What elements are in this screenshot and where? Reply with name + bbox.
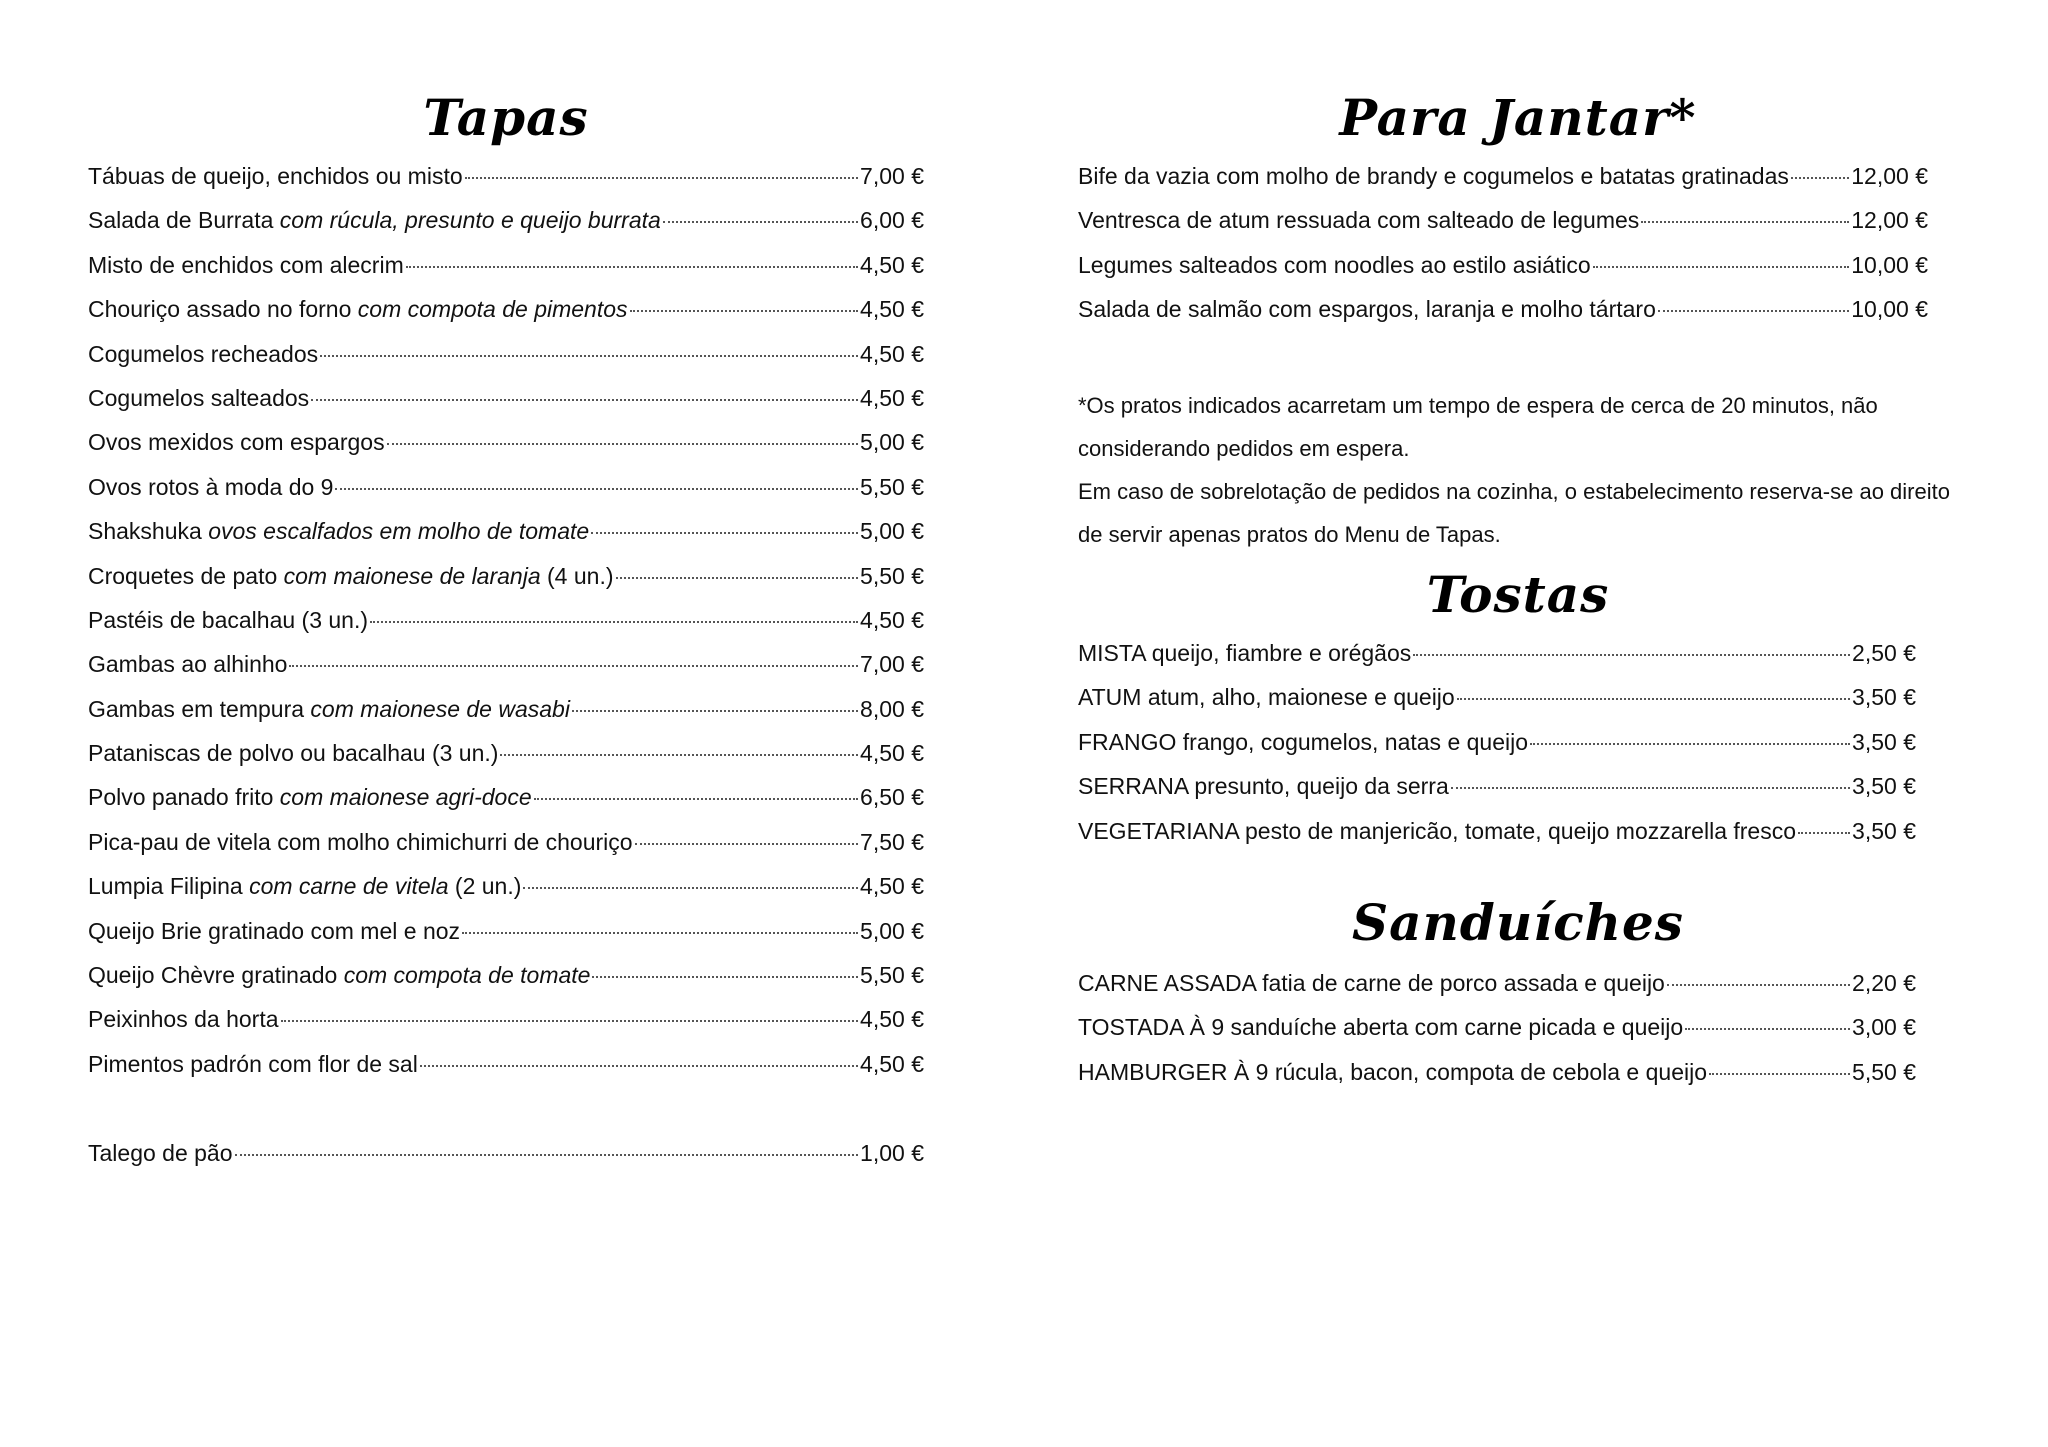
- item-price: 7,00 €: [860, 163, 924, 189]
- item-price: 4,50 €: [860, 296, 924, 323]
- item-description: com maionese de laranja: [283, 562, 541, 589]
- item-description: com carne de vitela: [249, 873, 449, 900]
- item-name: [88, 341, 318, 368]
- dot-leader: [1593, 266, 1850, 268]
- item-name: [88, 207, 661, 234]
- item-name: [88, 385, 309, 412]
- tapas-item: [88, 651, 924, 695]
- bread-list: [88, 1140, 924, 1184]
- dot-leader: [635, 843, 858, 845]
- item-price: 4,50 €: [860, 1006, 924, 1033]
- tapas-item: [88, 385, 924, 429]
- item-portion: (2 un.): [448, 873, 522, 900]
- item-title: Pataniscas de polvo ou bacalhau (3 un.): [88, 740, 499, 767]
- jantar-note-kitchen: Em caso de sobrelotação de pedidos na cozinha, o estabelecimento reserva-se ao direito de servir apenas pratos do Menu de Tapas.: [1078, 479, 1950, 547]
- tostas-item: [1078, 684, 1916, 728]
- item-name: SERRANA presunto, queijo da serra: [1078, 773, 1449, 800]
- dot-leader: [1451, 787, 1850, 789]
- tapas-item: [88, 740, 924, 784]
- item-price: 5,00 €: [860, 429, 924, 456]
- jantar-item: [1078, 163, 1928, 207]
- item-price: 6,50 €: [860, 784, 924, 811]
- dot-leader: [1798, 832, 1850, 834]
- item-title: Queijo Brie gratinado com mel e noz: [88, 917, 461, 944]
- item-title: Gambas em tempura: [88, 695, 311, 722]
- dot-leader: [1530, 743, 1850, 745]
- item-price: 3,50 €: [1852, 684, 1916, 711]
- tapas-item: [88, 918, 924, 962]
- tapas-item: [88, 518, 924, 562]
- tostas-item: [1078, 818, 1916, 862]
- item-name: [88, 474, 333, 501]
- item-title: Ovos rotos à moda do 9: [88, 473, 334, 500]
- item-price: 3,50 €: [1852, 728, 1916, 755]
- item-price: 4,50 €: [860, 1050, 924, 1077]
- item-price: 7,00 €: [860, 651, 924, 678]
- item-name: Bife da vazia com molho de brandy e cogumelos e batatas gratinadas: [1078, 163, 1789, 189]
- item-name: [88, 962, 590, 989]
- item-description: ovos escalfados em molho de tomate: [208, 518, 590, 545]
- bread-item: [88, 1140, 924, 1184]
- item-title: Pica-pau de vitela com molho chimichurri de chouriço: [88, 828, 633, 855]
- jantar-note-wait: *Os pratos indicados acarretam um tempo de espera de cerca de 20 minutos, não considerando pedidos em espera.: [1078, 393, 1878, 461]
- item-name: [88, 1006, 279, 1033]
- item-name: [88, 651, 287, 678]
- dot-leader: [311, 399, 858, 401]
- item-name: [88, 163, 463, 190]
- item-name: Salada de salmão com espargos, laranja e molho tártaro: [1078, 296, 1656, 323]
- item-price: 5,50 €: [860, 562, 924, 589]
- item-name: [88, 918, 460, 945]
- item-price: 3,50 €: [1852, 817, 1916, 844]
- tostas-item: [1078, 773, 1916, 817]
- tapas-item: [88, 252, 924, 296]
- sanduiches-list: [1078, 970, 1916, 1103]
- item-description: com compota de tomate: [343, 962, 591, 989]
- tostas-item: [1078, 729, 1916, 773]
- item-price: 8,00 €: [860, 695, 924, 722]
- tapas-item: [88, 696, 924, 740]
- item-price: 4,50 €: [860, 740, 924, 767]
- item-name: FRANGO frango, cogumelos, natas e queijo: [1078, 728, 1529, 755]
- item-title: Tábuas de queijo, enchidos ou misto: [88, 163, 463, 189]
- dot-leader: [1709, 1073, 1850, 1075]
- item-title: Lumpia Filipina: [88, 873, 250, 900]
- dot-leader: [281, 1020, 859, 1022]
- item-price: 5,50 €: [860, 473, 924, 500]
- item-price: 4,50 €: [860, 340, 924, 367]
- item-price: 4,50 €: [860, 251, 924, 278]
- dot-leader: [1791, 177, 1849, 179]
- item-title: Pimentos padrón com flor de sal: [88, 1050, 418, 1077]
- dot-leader: [1667, 984, 1850, 986]
- item-name: [88, 696, 570, 723]
- item-title: Chouriço assado no forno: [88, 296, 358, 323]
- item-name: [88, 784, 532, 811]
- dot-leader: [1457, 698, 1850, 700]
- tapas-item: [88, 607, 924, 651]
- tapas-item: [88, 341, 924, 385]
- tapas-item: [88, 563, 924, 607]
- item-title: Pastéis de bacalhau (3 un.): [88, 606, 369, 633]
- item-price: 12,00 €: [1851, 207, 1928, 234]
- sanduiches-item: [1078, 970, 1916, 1014]
- item-name: HAMBURGER À 9 rúcula, bacon, compota de cebola e queijo: [1078, 1058, 1707, 1085]
- dot-leader: [523, 887, 858, 889]
- dot-leader: [370, 621, 858, 623]
- dot-leader: [335, 488, 858, 490]
- jantar-list: [1078, 163, 1928, 341]
- tapas-item: [88, 429, 924, 473]
- item-title: Salada de Burrata: [88, 207, 280, 234]
- tostas-list: [1078, 640, 1916, 862]
- item-name: ATUM atum, alho, maionese e queijo: [1078, 684, 1455, 711]
- tostas-title: Tostas: [1426, 565, 1610, 624]
- dot-leader: [663, 221, 858, 223]
- item-title: Polvo panado frito: [88, 784, 280, 811]
- dot-leader: [462, 932, 858, 934]
- bread-price: 1,00 €: [860, 1140, 924, 1166]
- tapas-item: [88, 163, 924, 207]
- item-price: 2,20 €: [1852, 970, 1916, 996]
- item-title: Misto de enchidos com alecrim: [88, 251, 404, 278]
- item-price: 4,50 €: [860, 873, 924, 900]
- tapas-item: [88, 829, 924, 873]
- item-price: 10,00 €: [1851, 296, 1928, 323]
- item-title: Ovos mexidos com espargos: [88, 429, 385, 456]
- tapas-item: [88, 962, 924, 1006]
- item-name: Ventresca de atum ressuada com salteado de legumes: [1078, 207, 1640, 234]
- dot-leader: [289, 665, 858, 667]
- item-description: com maionese de wasabi: [310, 695, 570, 722]
- dot-leader: [630, 310, 859, 312]
- tapas-list: [88, 163, 924, 1095]
- item-name: [88, 740, 498, 767]
- dot-leader: [1641, 221, 1849, 223]
- item-name: MISTA queijo, fiambre e orégãos: [1078, 640, 1412, 666]
- tapas-title: Tapas: [423, 88, 589, 147]
- dot-leader: [592, 976, 858, 978]
- dot-leader: [465, 177, 858, 179]
- dot-leader: [591, 532, 858, 534]
- item-price: 5,00 €: [860, 917, 924, 944]
- dot-leader: [1658, 310, 1849, 312]
- tapas-item: [88, 1051, 924, 1095]
- dot-leader: [534, 798, 858, 800]
- item-price: 4,50 €: [860, 606, 924, 633]
- tapas-item: [88, 296, 924, 340]
- item-portion: (4 un.): [540, 562, 614, 589]
- dot-leader: [1685, 1028, 1850, 1030]
- tapas-item: [88, 207, 924, 251]
- item-name: [88, 873, 521, 900]
- jantar-item: [1078, 207, 1928, 251]
- item-price: 2,50 €: [1852, 640, 1916, 666]
- item-name: [88, 518, 589, 545]
- jantar-item: [1078, 252, 1928, 296]
- item-title: Cogumelos salteados: [88, 384, 310, 411]
- item-description: com maionese agri-doce: [279, 784, 532, 811]
- tapas-item: [88, 873, 924, 917]
- dot-leader: [500, 754, 858, 756]
- item-title: Gambas ao alhinho: [88, 651, 288, 678]
- item-price: 5,50 €: [860, 962, 924, 989]
- item-title: Queijo Chèvre gratinado: [88, 962, 344, 989]
- item-price: 10,00 €: [1851, 251, 1928, 278]
- item-title: Cogumelos recheados: [88, 340, 319, 367]
- dot-leader: [320, 355, 858, 357]
- item-name: [88, 1051, 418, 1078]
- tapas-item: [88, 474, 924, 518]
- dot-leader: [420, 1065, 858, 1067]
- item-price: 5,00 €: [860, 518, 924, 545]
- dot-leader: [406, 266, 858, 268]
- item-name: Legumes salteados com noodles ao estilo asiático: [1078, 251, 1591, 278]
- item-name: [88, 252, 404, 279]
- item-title: Croquetes de pato: [88, 562, 284, 589]
- item-price: 3,50 €: [1852, 773, 1916, 800]
- item-name: [88, 563, 614, 590]
- dot-leader: [1413, 654, 1850, 656]
- item-name: CARNE ASSADA fatia de carne de porco assada e queijo: [1078, 970, 1665, 996]
- item-name: VEGETARIANA pesto de manjericão, tomate, queijo mozzarella fresco: [1078, 817, 1797, 844]
- item-title: Shakshuka: [88, 518, 209, 545]
- item-name: [88, 296, 628, 323]
- dot-leader: [616, 577, 859, 579]
- item-title: Peixinhos da horta: [88, 1006, 279, 1033]
- item-price: 7,50 €: [860, 828, 924, 855]
- sanduiches-item: [1078, 1014, 1916, 1058]
- item-price: 3,00 €: [1852, 1014, 1916, 1041]
- dot-leader: [572, 710, 858, 712]
- bread-name: Talego de pão: [88, 1140, 233, 1166]
- sanduiches-item: [1078, 1059, 1916, 1103]
- item-name: [88, 829, 633, 856]
- tapas-item: [88, 784, 924, 828]
- item-name: [88, 607, 368, 634]
- sanduiches-title: Sanduíches: [1352, 893, 1684, 952]
- dot-leader: [387, 443, 858, 445]
- item-name: TOSTADA À 9 sanduíche aberta com carne picada e queijo: [1078, 1014, 1684, 1041]
- jantar-item: [1078, 296, 1928, 340]
- item-description: com compota de pimentos: [357, 296, 628, 323]
- item-price: 6,00 €: [860, 207, 924, 234]
- dot-leader: [235, 1154, 859, 1156]
- tostas-item: [1078, 640, 1916, 684]
- item-price: 4,50 €: [860, 384, 924, 411]
- item-name: [88, 429, 385, 456]
- jantar-title: Para Jantar*: [1339, 88, 1697, 147]
- tapas-item: [88, 1006, 924, 1050]
- item-price: 12,00 €: [1851, 163, 1928, 189]
- item-price: 5,50 €: [1852, 1058, 1916, 1085]
- item-description: com rúcula, presunto e queijo burrata: [279, 207, 661, 234]
